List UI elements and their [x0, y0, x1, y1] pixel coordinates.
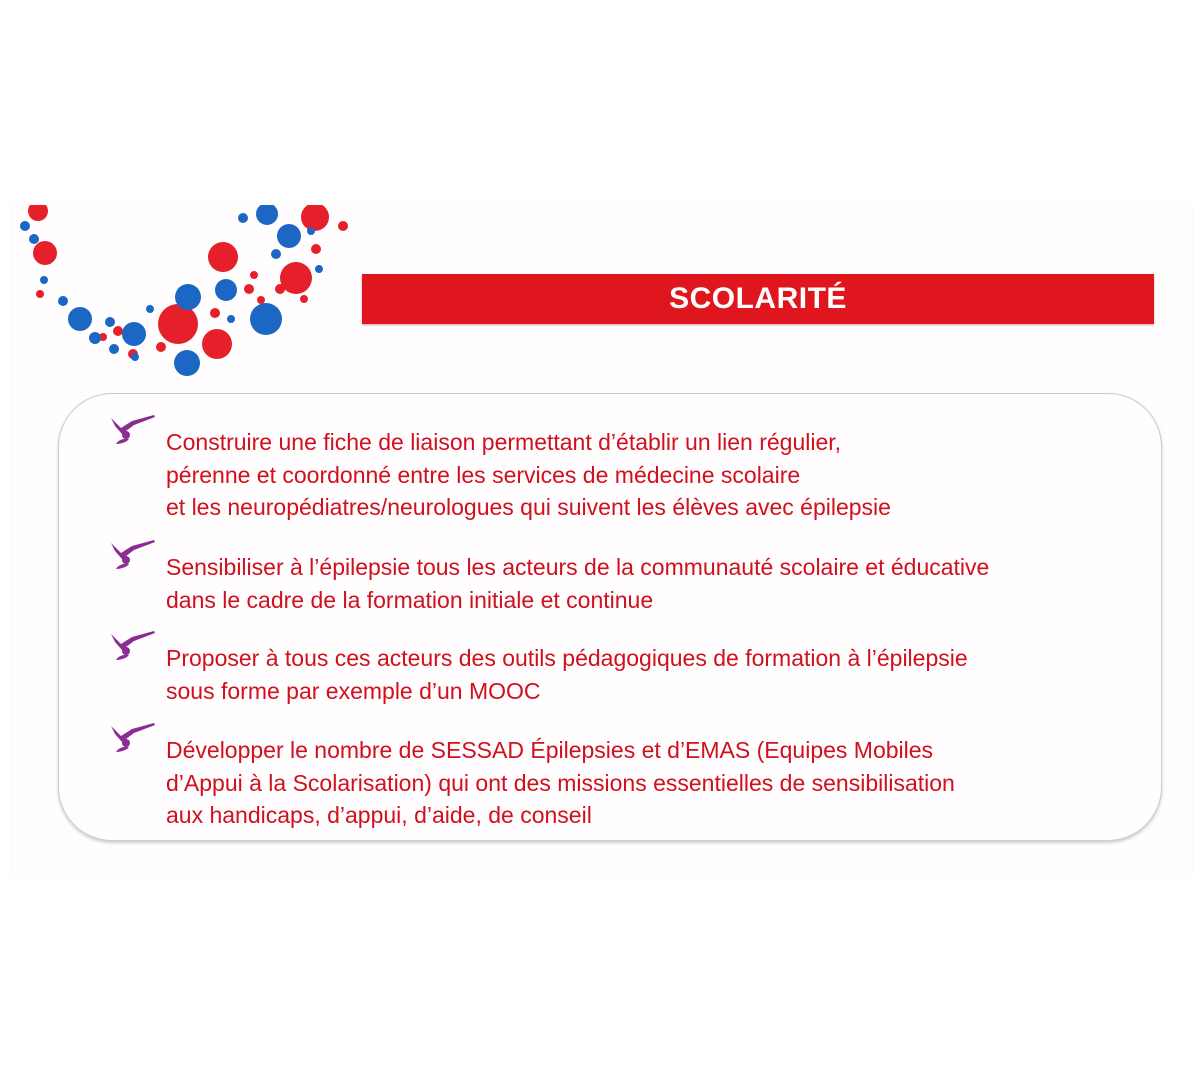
bullet-text — [166, 642, 1166, 707]
bullet-line: et les neuropédiatres/neurologues qui suivent les élèves avec épilepsie — [166, 494, 891, 520]
bullet-line: d’Appui à la Scolarisation) qui ont des missions essentielles de sensibilisation — [166, 769, 955, 796]
title-banner — [362, 274, 1154, 324]
bullet-line: sous forme par exemple d’un MOOC — [166, 677, 541, 704]
raised-arm-person-check-icon — [108, 414, 156, 448]
bullet-line: dans le cadre de la formation initiale et continue — [166, 586, 654, 613]
bullet-line: Proposer à tous ces acteurs des outils pédagogiques de formation à l’épilepsie — [166, 645, 968, 671]
raised-arm-person-check-icon — [108, 722, 156, 756]
bullet-line: aux handicaps, d’appui, d’aide, de conseil — [166, 802, 592, 828]
raised-arm-person-check-icon — [108, 630, 156, 664]
bullet-text — [166, 734, 1166, 832]
red-dots — [28, 205, 348, 359]
bullet-text — [166, 426, 1166, 524]
bullet-line: Sensibiliser à l’épilepsie tous les acteurs de la communauté scolaire et éducative — [166, 554, 990, 580]
bullet-line: Construire une fiche de liaison permettant d’établir un lien régulier, — [166, 429, 842, 455]
page-title: SCOLARITÉ — [669, 282, 847, 315]
bullet-line: pérenne et coordonné entre les services de médecine scolaire — [166, 461, 801, 488]
bullet-text — [166, 551, 1166, 616]
decorative-dots-logo — [18, 205, 358, 385]
raised-arm-person-check-icon — [108, 539, 156, 573]
bullet-line: Développer le nombre de SESSAD Épilepsies et d’EMAS (Equipes Mobiles — [166, 737, 934, 763]
